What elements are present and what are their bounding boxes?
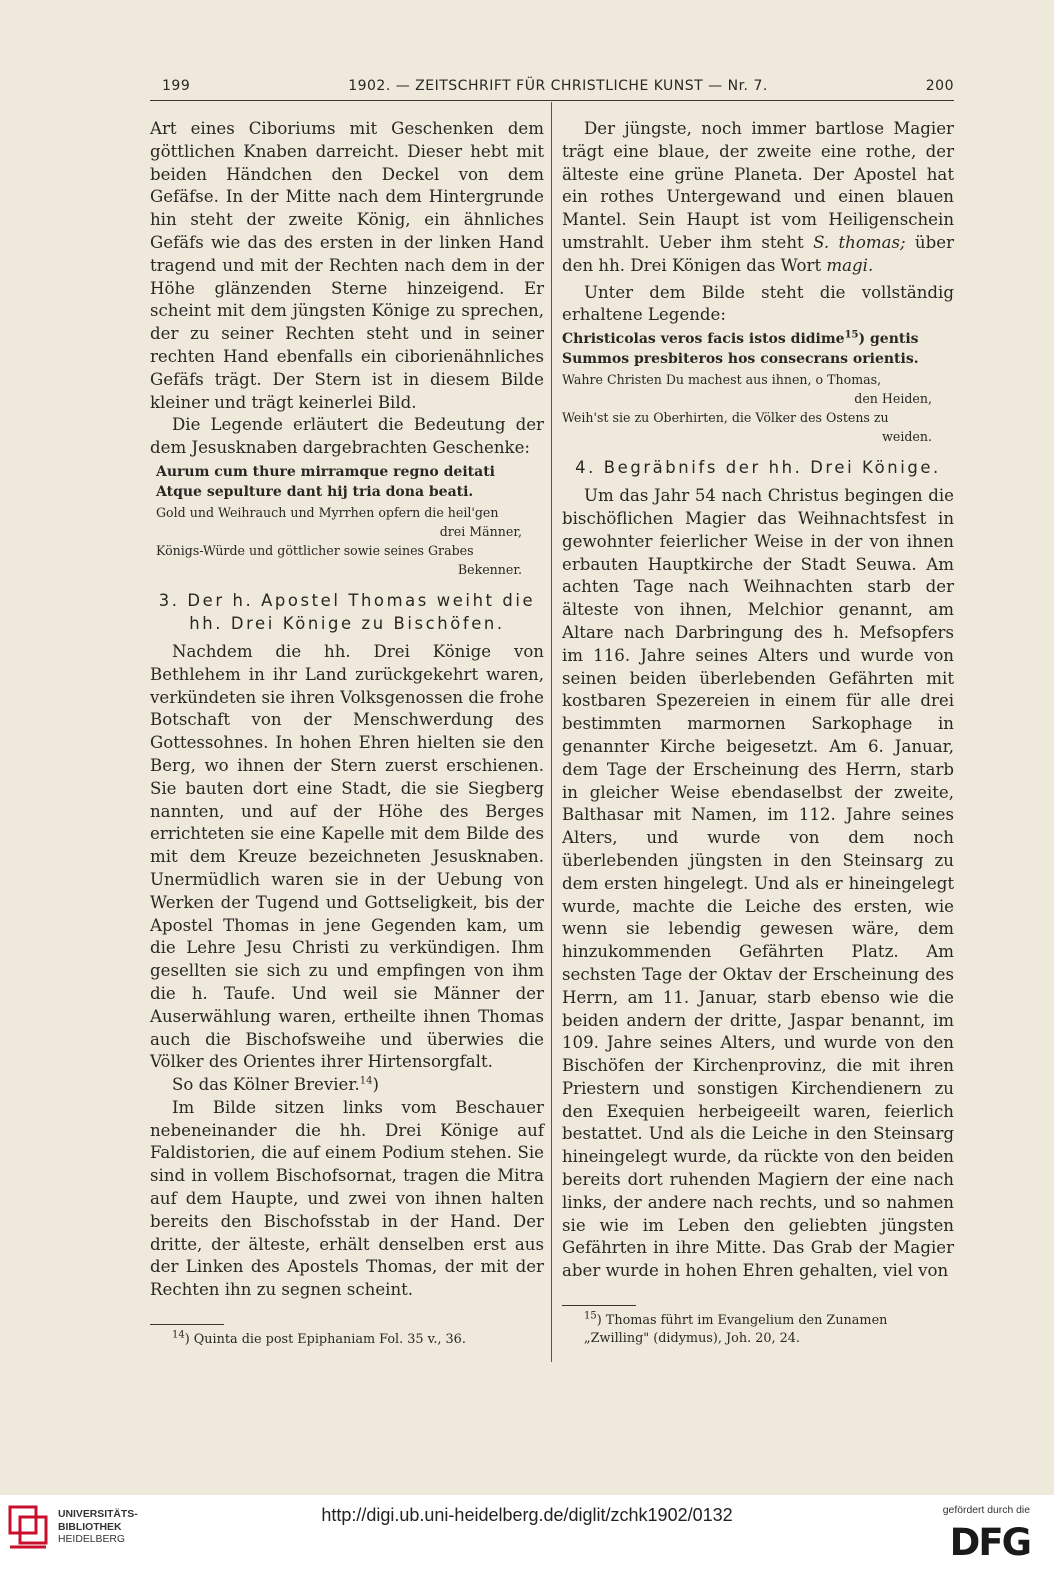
latin-line-3 — [562, 329, 954, 349]
footnote-number: 14 — [172, 1329, 185, 1341]
german-line-3: Wahre Christen Du machest aus ihnen, o Thomas, — [562, 372, 882, 388]
german-line-2-cont: Bekenner. — [457, 561, 522, 577]
paragraph-magier — [562, 118, 954, 278]
footnote-15 — [562, 1312, 954, 1348]
footnote-rule — [150, 1324, 224, 1325]
footnote-text-2: ) Thomas führt im Evangelium den Zunamen „Zwilling" (didymus), Joh. 20, 24. — [584, 1313, 888, 1347]
section-heading-3: 3. Der h. Apostel Thomas weiht die hh. Drei Könige zu Bischöfen. — [158, 590, 536, 633]
footnote-14 — [150, 1331, 544, 1349]
page-number-right: 200 — [925, 78, 954, 94]
paragraph-brevier: So das Kölner Brevier.$^{14}$) — [172, 1075, 379, 1095]
footnote-ref-14: 14 — [359, 1075, 373, 1087]
inscription-magi: magi. — [826, 255, 874, 275]
german-line-3-cont: den Heiden, — [854, 391, 932, 407]
footnote-text: ) Quinta die post Epiphaniam Fol. 35 v., 36. — [184, 1332, 466, 1348]
funding-caption: gefördert durch die — [942, 1505, 1030, 1516]
latin-line-4: Summos presbiteros hos consecrans orientis. — [562, 351, 919, 368]
footnote-ref-15: 15 — [844, 329, 859, 341]
footer-strip — [0, 1495, 1054, 1581]
column-divider — [551, 102, 552, 1362]
latin-line-2: Atque sepulture dant hij tria dona beati. — [156, 483, 474, 500]
section-heading-4: 4. Begräbnifs der hh. Drei Könige. — [575, 458, 941, 478]
running-header — [162, 78, 954, 100]
german-line-4: Weih'st sie zu Oberhirten, die Völker des Ostens zu — [562, 410, 889, 426]
latin-line-3-a: Christicolas veros facis istos didime — [562, 331, 845, 348]
german-line-1: Gold und Weihrauch und Myrrhen opfern die heil'gen — [156, 504, 499, 520]
latin-legend — [150, 462, 544, 502]
library-line-1: UNIVERSITÄTS- — [58, 1509, 138, 1520]
paragraph-legende-full: Unter dem Bilde steht die vollständig erhaltene Legende: — [562, 282, 954, 325]
paragraph-begraebnis: Um das Jahr 54 nach Christus begingen die bischöflichen Magier das Weihnachtsfest in gewohnter feierlicher Weise in der von ihnen erbauten Hauptkirche der Stadt Seuwa. Am achten Tage nach Weihnachten starb der älteste von ihnen, Melchior genannt, am Altare nach Darbringung des h. Mefsopfers im 116. Jahre seines Alters und wurde von seinen beiden überlebenden Gefährten mit kostbaren Spezereien in einem für alle drei bestimmten marmornen Sarkophage in genannter Kirche beigesetzt. Am 6. Januar, dem Tage der Erscheinung des Herrn, starb in gleicher Weise ebendaselbst der zweite, Balthasar mit Namen, im 112. Jahre seines Alters, und wurde von dem noch überlebenden jüngsten in den Steinsarg zu dem ersten hingelegt. Und als er hineingelegt wurde, machte die Leiche des ersten, wie wenn sie lebendig gewesen wäre, dem hinzukommenden Gefährten Platz. Am sechsten Tage der Oktav der Erscheinung des Herrn, am 11. Januar, starb ebenso wie die beiden andern der dritte, Jaspar benannt, im 109. Jahre seines Alters, und wurde von den Bischöfen der Kirchenprovinz, die mit ihren Priestern und sonstigen Kirchendienern zu den Exequien herbeigeeilt waren, feierlich bestattet. Und als die Leiche in den Steinsarg hineingelegt wurde, da rückte von den beiden bereits dort ruhenden Magiern der eine nach links, der andere nach rechts, und so nahmen sie wie im Leben den geliebten jüngsten Gefährten in ihre Mitte. Das Grab der Magier aber wurde in hohen Ehren gehalten, viel von — [562, 486, 954, 1281]
left-column — [150, 118, 544, 1349]
german-line-1-cont: drei Männer, — [439, 523, 522, 539]
magier-text-a: Der jüngste, noch immer bartlose Magier trägt eine blaue, der zweite eine rothe, der älteste eine grüne Planeta. Der Apostel hat ein rothes Untergewand und einen blauen Mantel. Sein Haupt ist vom Heiligenschein umstrahlt. Ueber ihm steht — [562, 119, 954, 252]
magier-text-b: über den hh. Drei Königen das Wort — [562, 232, 954, 275]
paragraph-ciborium: Art eines Ciboriums mit Geschenken dem göttlichen Knaben darreicht. Dieser hebt mit beiden Händchen den Deckel von dem Gefäfse. In der Mitte nach dem Hintergrunde hin steht der zweite König, ein ähnliches Gefäfs wie das des ersten in der linken Hand tragend und mit der Rechten nach dem in der Höhe glänzenden Sterne hinzeigend. Er scheint mit dem jüngsten Könige zu sprechen, der zu seiner Rechten steht und in seiner rechten Hand ebenfalls ein ciborienähnliches Gefäfs trägt. Der Stern ist in diesem Bilde kleiner und trägt keinerlei Bild. — [150, 119, 544, 412]
german-translation — [150, 503, 544, 579]
latin-line-1: Aurum cum thure mirramque regno deitati — [156, 463, 495, 480]
dfg-logo: DFG — [949, 1521, 1030, 1564]
german-line-4-cont: weiden. — [882, 429, 932, 445]
permalink-url[interactable]: http://digi.ub.uni-heidelberg.de/diglit/zchk1902/0132 — [321, 1505, 733, 1525]
library-line-3: HEIDELBERG — [58, 1534, 125, 1546]
journal-title: 1902. — ZEITSCHRIFT FÜR CHRISTLICHE KUNST — Nr. 7. — [348, 78, 768, 94]
paragraph-legende-intro: Die Legende erläutert die Bedeutung der dem Jesusknaben dargebrachten Geschenke: — [150, 415, 544, 458]
german-line-2: Königs-Würde und göttlicher sowie seines Grabes — [156, 542, 474, 558]
page-number-left: 199 — [162, 78, 191, 94]
header-rule — [150, 100, 954, 101]
right-column — [562, 118, 954, 1348]
german-translation-2 — [562, 370, 954, 446]
paragraph-bethlehem: Nachdem die hh. Drei Könige von Bethlehem in ihr Land zurückgekehrt waren, verkündeten sie ihren Volksgenossen die frohe Botschaft von der Menschwerdung des Gottessohnes. In hohen Ehren hielten sie den Berg, wo ihnen der Stern zuerst erschienen. Sie bauten dort eine Stadt, die sie Siegberg nannten, und auf der Höhe des Berges errichteten sie eine Kapelle mit dem Bilde des mit dem Kreuze bezeichneten Jesusknaben. Unermüdlich waren sie in der Uebung von Werken der Tugend und Gottseligkeit, bis der Apostel Thomas in jene Gegenden kam, um die Lehre Jesu Christi zu verkündigen. Ihm gesellten sie sich zu und empfingen von ihm die h. Taufe. Und weil sie Männer der Auserwählung waren, ertheilte ihnen Thomas auch die Bischofsweihe und überwies die Völker des Orientes ihrer Hirtensorgfalt. — [150, 641, 544, 1072]
footnote-rule-2 — [562, 1305, 636, 1306]
brevier-text: So das Kölner Brevier. — [172, 1075, 360, 1095]
paragraph-bilde: Im Bilde sitzen links vom Beschauer nebeneinander die hh. Drei Könige auf Faldistorien, die auf einem Podium stehen. Sie sind in vollem Bischofsornat, tragen die Mitra auf dem Haupte, und zwei von ihnen halten bereits den Bischofsstab in der Hand. Der dritte, der älteste, erhält denselben erst aus der Linken des Apostels Thomas, der mit der Rechten ihn zu segnen scheint. — [150, 1097, 544, 1300]
latin-legend-2 — [562, 329, 954, 369]
inscription-thomas: S. thomas; — [813, 232, 906, 252]
footnote-number-2: 15 — [584, 1310, 597, 1322]
latin-line-3-b: ) gentis — [858, 331, 919, 348]
library-line-2: BIBLIOTHEK — [58, 1521, 122, 1533]
